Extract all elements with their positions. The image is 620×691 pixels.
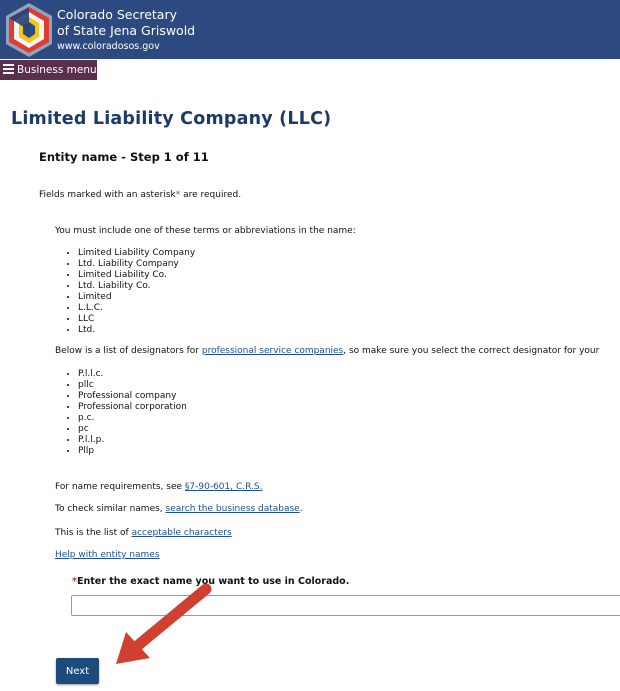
list-item: • pllc [78, 380, 187, 391]
list-item: • Professional company [78, 391, 187, 402]
site-header [0, 0, 620, 59]
similar-names-label: To check similar names, [55, 504, 166, 514]
similar-names-period: . [299, 504, 303, 514]
required-note-text: Fields marked with an asterisk [39, 190, 176, 200]
red-arrow-annotation [100, 580, 220, 670]
list-item: • Professional corporation [78, 402, 187, 413]
list-item: • Limited Liability Co. [78, 270, 195, 281]
list-item: • Ltd. [78, 325, 195, 336]
required-asterisk: * [175, 190, 181, 200]
header-text [57, 7, 195, 54]
designators-text: Below is a list of designators for [55, 346, 202, 356]
entity-name-label-text: Enter the exact name you want to use in Colorado. [76, 576, 350, 587]
hamburger-icon [3, 64, 14, 74]
designators-intro [55, 346, 599, 356]
header-title-line2: of State Jena Griswold [57, 23, 196, 38]
field-required-asterisk: * [72, 576, 77, 587]
list-item: • Pllp [78, 446, 187, 457]
similar-names-text [55, 504, 303, 514]
next-button[interactable]: Next [56, 658, 99, 684]
list-item: • Ltd. Liability Company [78, 259, 195, 270]
characters-label: This is the list of [55, 528, 132, 538]
page-title: Limited Liability Company (LLC) [11, 109, 332, 129]
designators-text-after: , so make sure you select the correct designator for your [343, 346, 600, 356]
business-menu-label: Business menu [17, 64, 97, 76]
help-entity-names-link[interactable]: Help with entity names [55, 550, 160, 560]
terms-intro: You must include one of these terms or abbreviations in the name: [55, 226, 356, 236]
help-section [55, 550, 160, 560]
required-note-after: are required. [180, 190, 242, 200]
header-url: www.coloradosos.gov [57, 41, 160, 52]
list-item: • P.l.l.c. [78, 369, 187, 380]
professional-service-companies-link[interactable]: professional service companies [201, 346, 344, 356]
designators-list [55, 369, 187, 457]
search-business-database-link[interactable]: search the business database [165, 504, 300, 514]
list-item: • Limited Liability Company [78, 248, 195, 259]
list-item: • Ltd. Liability Co. [78, 281, 195, 292]
list-item: • pc [78, 424, 187, 435]
statute-link[interactable]: §7-90-601, C.R.S. [184, 482, 263, 492]
name-requirements-text [55, 482, 262, 492]
header-title-line1: Colorado Secretary [57, 7, 178, 22]
colorado-sos-seal-icon[interactable] [4, 2, 54, 58]
business-menu-button[interactable] [0, 60, 97, 80]
required-terms-list [55, 248, 195, 336]
list-item: • p.c. [78, 413, 187, 424]
acceptable-characters-link[interactable]: acceptable characters [131, 528, 232, 538]
list-item: • P.l.l.p. [78, 435, 187, 446]
characters-text [55, 528, 232, 538]
required-fields-note [39, 190, 241, 200]
step-title: Entity name - Step 1 of 11 [39, 150, 209, 164]
list-item: • LLC [78, 314, 195, 325]
list-item: • L.L.C. [78, 303, 195, 314]
list-item: • Limited [78, 292, 195, 303]
name-requirements-label: For name requirements, see [55, 482, 185, 492]
